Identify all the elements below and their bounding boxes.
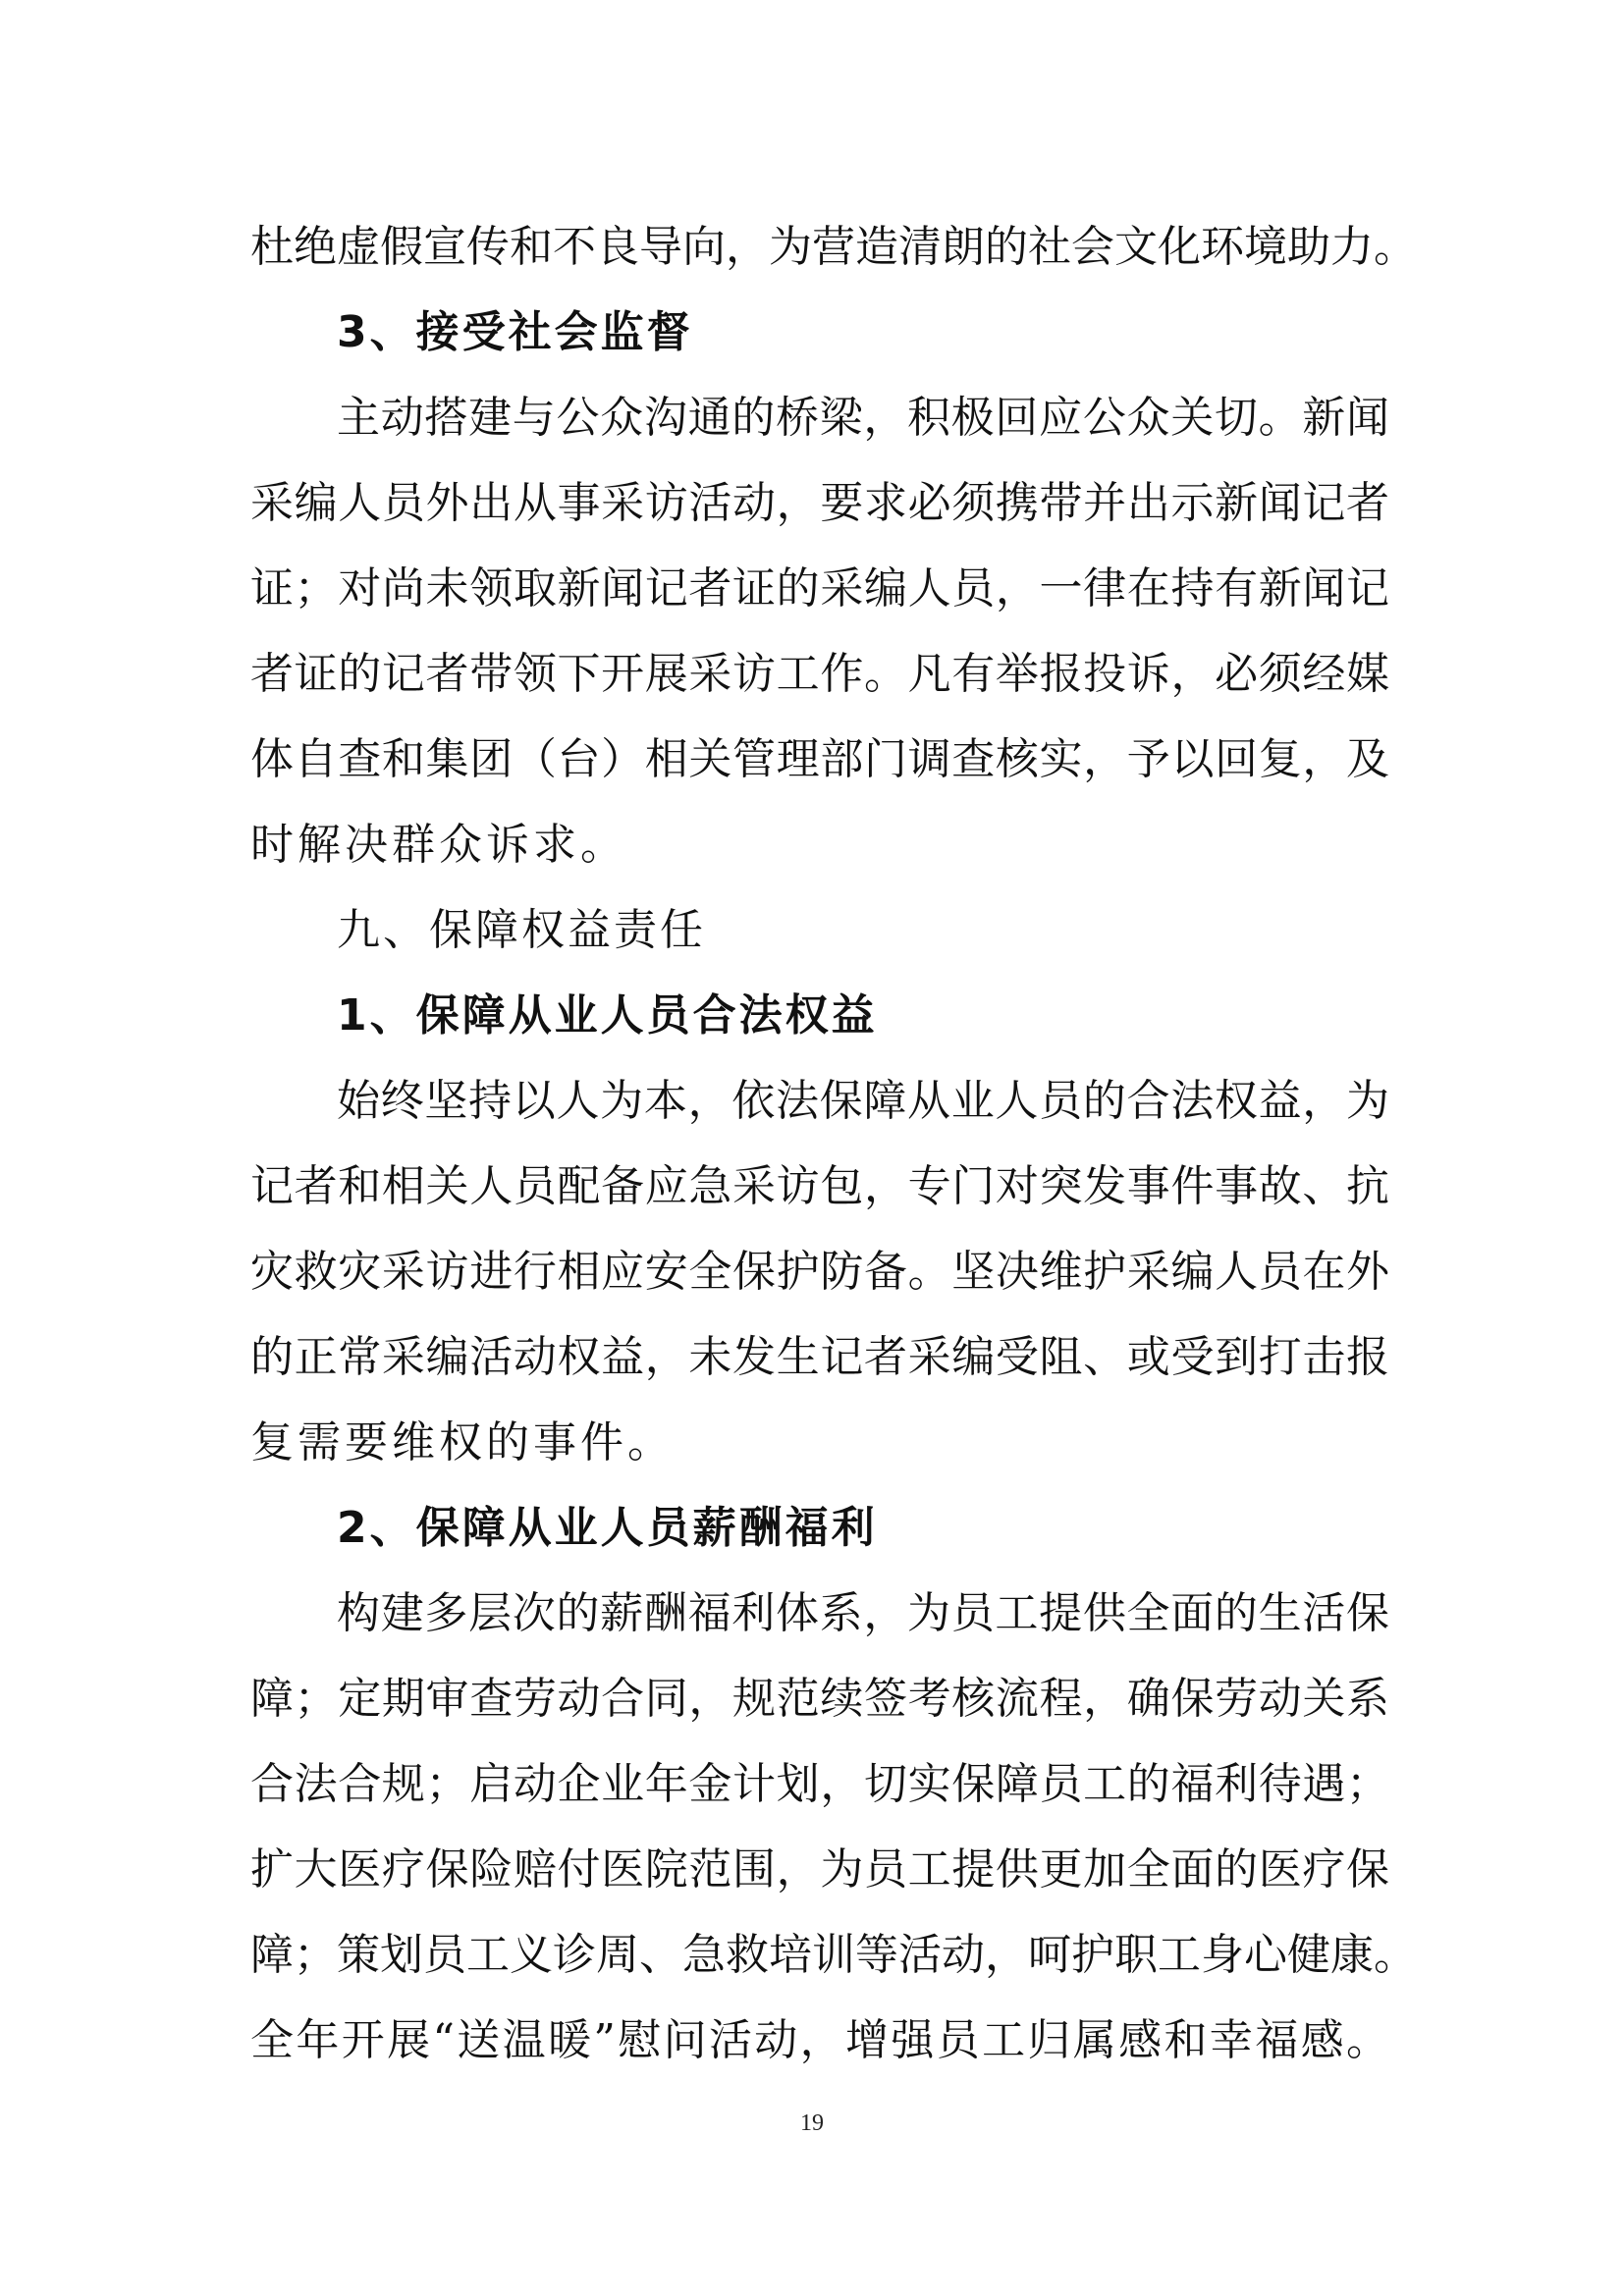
paragraph-line: 障；定期审查劳动合同，规范续签考核流程，确保劳动关系: [250, 1674, 1389, 1724]
section-heading: 2、保障从业人员薪酬福利: [337, 1503, 878, 1553]
paragraph-line: 记者和相关人员配备应急采访包，专门对突发事件事故、抗: [250, 1161, 1389, 1211]
paragraph-line: 始终坚持以人为本，依法保障从业人员的合法权益，为: [337, 1076, 1389, 1126]
paragraph-line: 证；对尚未领取新闻记者证的采编人员，一律在持有新闻记: [250, 563, 1389, 614]
paragraph-line: 主动搭建与公众沟通的桥梁，积极回应公众关切。新闻: [337, 393, 1389, 443]
section-heading: 3、接受社会监督: [337, 307, 693, 357]
paragraph-line: 复需要维权的事件。: [250, 1417, 675, 1468]
paragraph-line: 障；策划员工义诊周、急救培训等活动，呵护职工身心健康。: [250, 1930, 1417, 1980]
page-number: 19: [800, 2110, 824, 2136]
page-content: [250, 204, 1417, 2083]
paragraph-line: 的正常采编活动权益，未发生记者采编受阻、或受到打击报: [250, 1332, 1389, 1382]
paragraph-line: 杜绝虚假宣传和不良导向，为营造清朗的社会文化环境助力。: [250, 222, 1417, 272]
section-heading: 1、保障从业人员合法权益: [337, 990, 878, 1041]
paragraph-line: 采编人员外出从事采访活动，要求必须携带并出示新闻记者: [250, 478, 1389, 528]
paragraph-line: 全年开展“送温暖”慰问活动，增强员工归属感和幸福感。: [250, 2015, 1389, 2065]
paragraph-line: 者证的记者带领下开展采访工作。凡有举报投诉，必须经媒: [250, 649, 1389, 699]
paragraph-line: 灾救灾采访进行相应安全保护防备。坚决维护采编人员在外: [250, 1247, 1389, 1297]
paragraph-line: 体自查和集团（台）相关管理部门调查核实，予以回复，及: [250, 734, 1389, 784]
paragraph-line: 扩大医疗保险赔付医院范围，为员工提供更加全面的医疗保: [250, 1844, 1389, 1895]
chapter-heading: 九、保障权益责任: [337, 905, 706, 955]
paragraph-line: 时解决群众诉求。: [250, 820, 627, 870]
paragraph-line: 合法合规；启动企业年金计划，切实保障员工的福利待遇；: [250, 1759, 1389, 1809]
paragraph-line: 构建多层次的薪酬福利体系，为员工提供全面的生活保: [337, 1588, 1389, 1638]
